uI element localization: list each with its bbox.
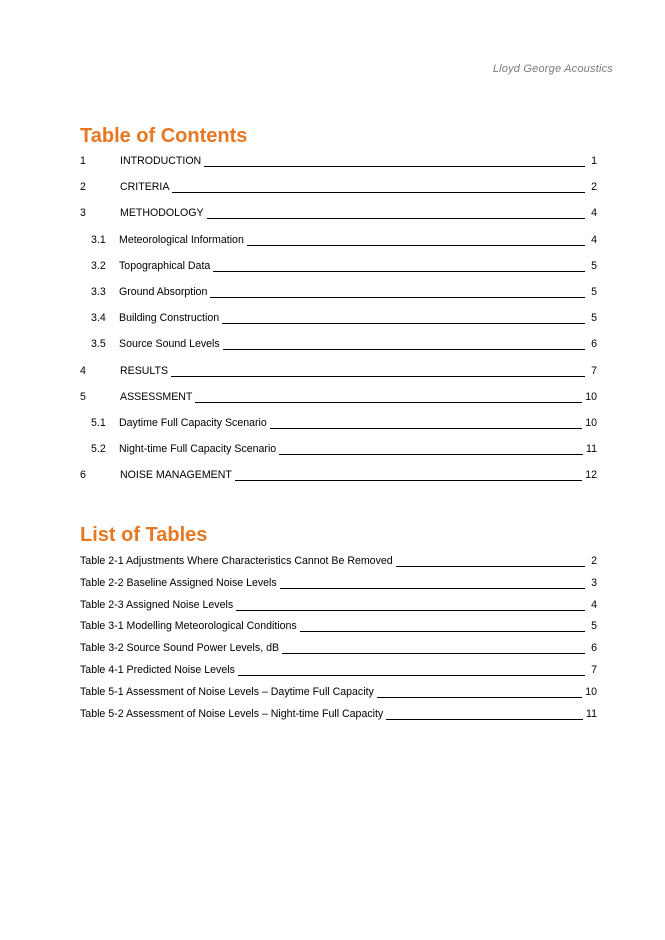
toc-entry-title: Night-time Full Capacity Scenario <box>119 443 277 456</box>
toc-entry-leader <box>204 152 585 167</box>
toc-entry-leader <box>270 414 582 429</box>
toc-entry-title: METHODOLOGY <box>120 207 204 220</box>
toc-entry-number: 3.4 <box>91 312 106 325</box>
toc-entry-number: 3.5 <box>91 338 106 351</box>
table-list-entry-title: Table 5-2 Assessment of Noise Levels – Night-time Full Capacity <box>80 707 384 720</box>
toc-entry-title: INTRODUCTION <box>120 155 202 167</box>
toc-entry[interactable] <box>80 440 597 466</box>
toc-entry[interactable] <box>80 178 597 204</box>
toc-entry-title: Daytime Full Capacity Scenario <box>119 416 267 429</box>
table-list-entry-leader <box>396 552 585 567</box>
toc-entry[interactable] <box>80 388 597 414</box>
toc-entry-number: 5.2 <box>91 443 106 456</box>
toc-entry-title: Topographical Data <box>119 259 211 272</box>
toc-entry-leader <box>235 466 582 481</box>
toc-entry-title: Ground Absorption <box>119 285 208 298</box>
toc-entry[interactable] <box>80 257 597 283</box>
toc-entry-title: Building Construction <box>119 312 220 325</box>
toc-entry-page: 4 <box>591 233 597 246</box>
toc-entry[interactable] <box>80 309 597 335</box>
toc-entry-page: 5 <box>591 259 597 272</box>
table-list-entry-leader <box>377 683 582 698</box>
toc-entry-title: ASSESSMENT <box>120 390 193 403</box>
table-list-entry-title: Table 3-1 Modelling Meteorological Conditions <box>80 620 297 633</box>
table-list-entry[interactable] <box>80 574 597 596</box>
table-list-entry-leader <box>238 661 585 676</box>
toc-entry[interactable] <box>80 414 597 440</box>
toc-entry[interactable] <box>80 231 597 257</box>
toc-entry[interactable] <box>80 335 597 361</box>
toc-entry-title: Meteorological Information <box>119 233 244 246</box>
toc-entry-number: 3.1 <box>91 233 106 246</box>
table-list-entry[interactable] <box>80 596 597 618</box>
toc-entry-page: 2 <box>591 181 597 194</box>
toc-entry-number: 3 <box>80 207 86 220</box>
toc-entry-number: 6 <box>80 469 86 482</box>
toc-entry-page: 5 <box>591 285 597 298</box>
toc-entry-title: RESULTS <box>120 364 169 377</box>
toc-entry-page: 10 <box>585 390 597 403</box>
toc-entry-number: 5 <box>80 390 86 403</box>
toc-heading: Table of Contents <box>80 125 248 147</box>
toc-entry-leader <box>222 309 585 324</box>
toc-entry[interactable] <box>80 204 597 230</box>
toc-entry-number: 3.3 <box>91 285 106 298</box>
toc-entry-page: 4 <box>591 207 597 220</box>
toc-entry-title: NOISE MANAGEMENT <box>120 469 232 482</box>
table-list-entry[interactable] <box>80 639 597 661</box>
table-list-entry-title: Table 2-1 Adjustments Where Characteristics Cannot Be Removed <box>80 555 393 567</box>
table-list-entry-leader <box>300 617 585 632</box>
toc-entry-number: 2 <box>80 181 86 194</box>
table-list-entry[interactable] <box>80 661 597 683</box>
table-list-entry[interactable] <box>80 683 597 705</box>
toc-entry-page: 6 <box>591 338 597 351</box>
toc-entry-page: 5 <box>591 312 597 325</box>
toc-entry-leader <box>279 440 583 455</box>
table-list-entry-leader <box>280 574 585 589</box>
table-list-entry-title: Table 3-2 Source Sound Power Levels, dB <box>80 642 280 655</box>
toc-entry-leader <box>172 178 585 193</box>
table-list-entry-page: 6 <box>591 642 597 655</box>
toc-entry-page: 10 <box>585 416 597 429</box>
toc-entry-leader <box>223 335 585 350</box>
toc-entry-leader <box>213 257 585 272</box>
toc-entry-number: 5.1 <box>91 416 106 429</box>
toc-entry-leader <box>210 283 585 298</box>
toc-entry-title: Source Sound Levels <box>119 338 220 351</box>
table-list-entry-page: 7 <box>591 663 597 676</box>
toc-entry[interactable] <box>80 466 597 492</box>
toc-entry-number: 1 <box>80 155 86 167</box>
toc-entry-leader <box>171 362 585 377</box>
table-list-entry[interactable] <box>80 705 597 727</box>
table-list-entry-title: Table 2-3 Assigned Noise Levels <box>80 598 234 611</box>
toc-entry-page: 12 <box>585 469 597 482</box>
toc-entry-title: CRITERIA <box>120 181 170 194</box>
toc-list <box>80 152 597 492</box>
header-organization: Lloyd George Acoustics <box>492 63 613 75</box>
list-of-tables-heading: List of Tables <box>80 524 208 546</box>
table-list-entry-page: 10 <box>585 685 597 698</box>
table-list-entry[interactable] <box>80 552 597 574</box>
table-list-entry-page: 4 <box>591 598 597 611</box>
table-list-entry-title: Table 2-2 Baseline Assigned Noise Levels <box>80 576 277 589</box>
toc-entry[interactable] <box>80 362 597 388</box>
table-list-entry-page: 3 <box>591 576 597 589</box>
table-list-entry-page: 11 <box>586 707 597 720</box>
list-of-tables <box>80 552 597 726</box>
toc-entry-leader <box>207 204 585 219</box>
toc-entry-number: 4 <box>80 364 86 377</box>
toc-entry[interactable] <box>80 283 597 309</box>
table-list-entry-page: 5 <box>591 620 597 633</box>
table-list-entry-title: Table 4-1 Predicted Noise Levels <box>80 663 235 676</box>
toc-entry-number: 3.2 <box>91 259 106 272</box>
toc-entry-page: 1 <box>591 155 597 167</box>
table-list-entry-title: Table 5-1 Assessment of Noise Levels – Daytime Full Capacity <box>80 685 374 698</box>
toc-entry-leader <box>247 231 585 246</box>
toc-entry[interactable] <box>80 152 597 178</box>
table-list-entry[interactable] <box>80 617 597 639</box>
toc-entry-page: 7 <box>591 364 597 377</box>
toc-entry-leader <box>195 388 582 403</box>
toc-entry-page: 11 <box>586 443 597 456</box>
table-list-entry-leader <box>386 705 583 720</box>
table-list-entry-leader <box>282 639 585 654</box>
table-list-entry-leader <box>236 596 585 611</box>
table-list-entry-page: 2 <box>591 555 597 567</box>
